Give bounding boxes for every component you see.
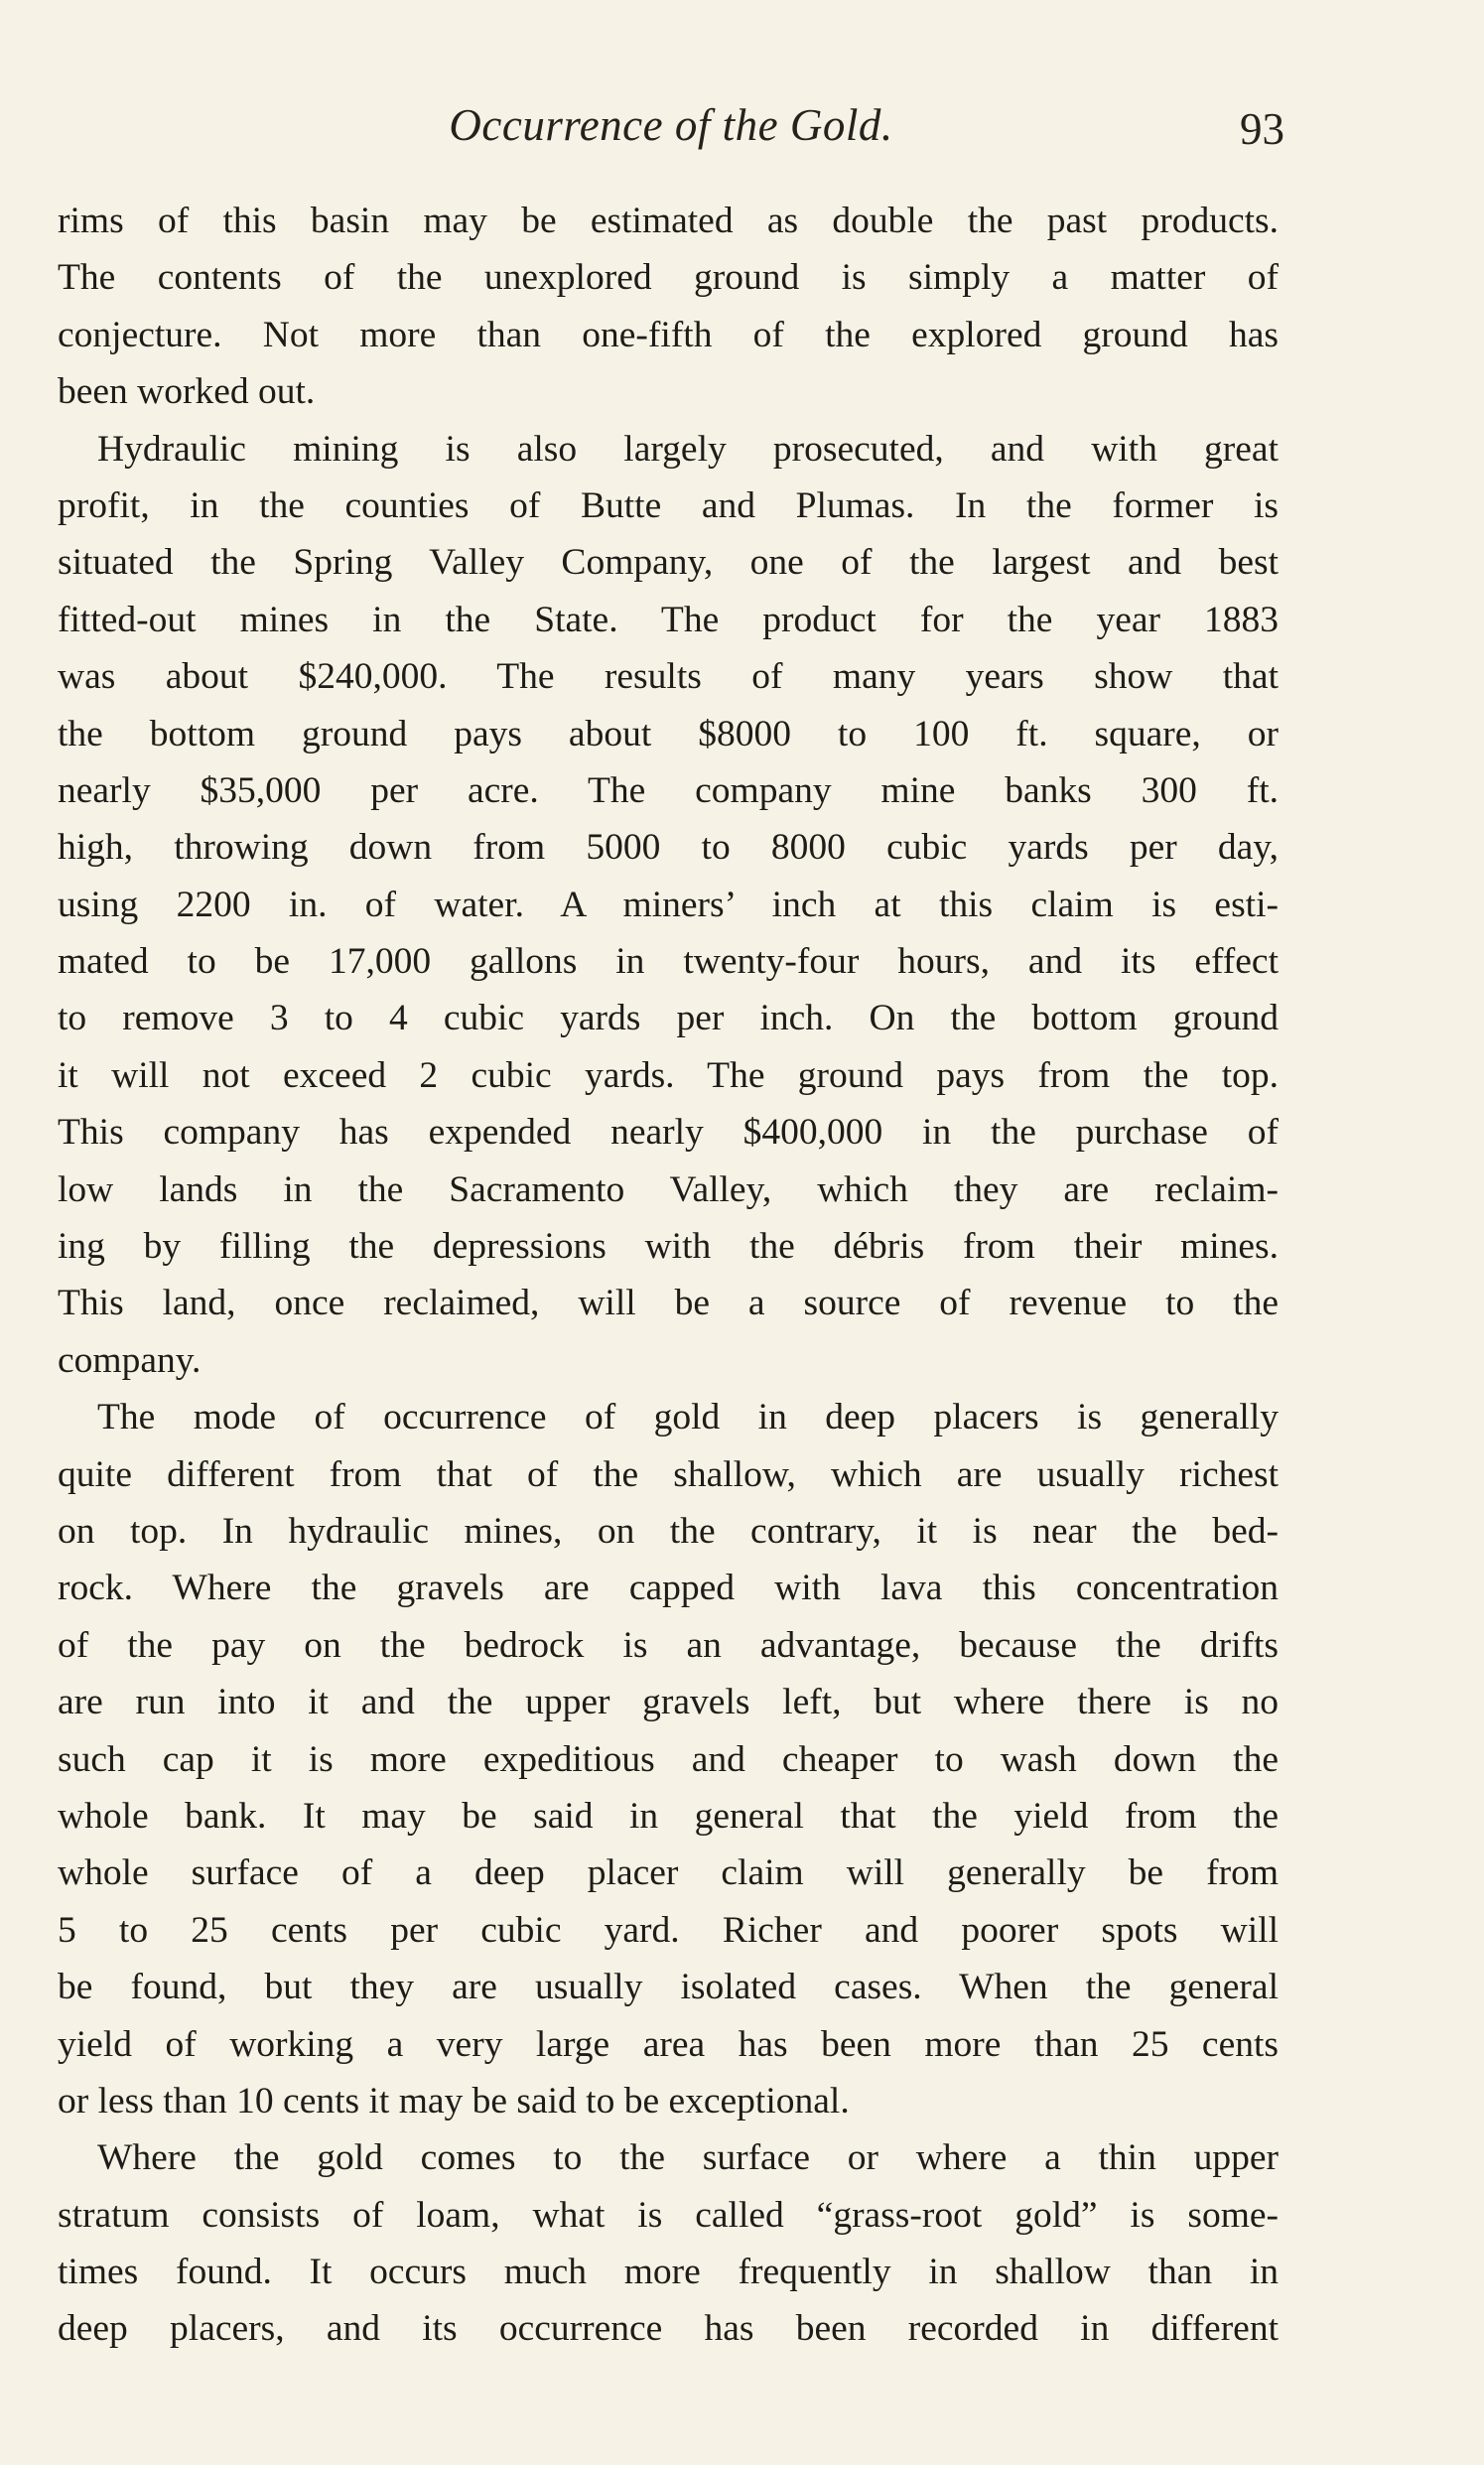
page-number: 93 xyxy=(1240,104,1284,154)
text-line: fitted-out mines in the State. The product for the year 1883 xyxy=(58,599,1279,640)
text-line: The mode of occurrence of gold in deep placers is generally xyxy=(97,1397,1279,1438)
body-text xyxy=(58,193,1279,2358)
text-line: whole bank. It may be said in general that the yield from the xyxy=(58,1795,1279,1837)
running-head xyxy=(58,95,1284,155)
text-line: low lands in the Sacramento Valley, which they are reclaim- xyxy=(58,1168,1279,1210)
text-line: 5 to 25 cents per cubic yard. Richer and poorer spots will xyxy=(58,1909,1279,1951)
text-line: are run into it and the upper gravels left, but where there is no xyxy=(58,1682,1279,1723)
running-title: Occurrence of the Gold. xyxy=(449,100,893,150)
text-line: using 2200 in. of water. A miners’ inch at this claim is esti- xyxy=(58,884,1279,925)
text-line: yield of working a very large area has been more than 25 cents xyxy=(58,2023,1279,2065)
text-line: be found, but they are usually isolated cases. When the general xyxy=(58,1967,1279,2008)
text-line: Hydraulic mining is also largely prosecuted, and with great xyxy=(97,428,1279,470)
text-line: high, throwing down from 5000 to 8000 cubic yards per day, xyxy=(58,827,1279,869)
text-line: been worked out. xyxy=(58,371,316,413)
text-line: conjecture. Not more than one-fifth of the explored ground has xyxy=(58,314,1279,355)
text-line: This land, once reclaimed, will be a source of revenue to the xyxy=(58,1283,1279,1324)
text-line: to remove 3 to 4 cubic yards per inch. On the bottom ground xyxy=(58,998,1279,1039)
text-line: of the pay on the bedrock is an advantage, because the drifts xyxy=(58,1624,1279,1666)
text-line: Where the gold comes to the surface or where a thin upper xyxy=(97,2137,1279,2179)
text-line: company. xyxy=(58,1339,202,1381)
text-line: times found. It occurs much more frequently in shallow than in xyxy=(58,2252,1279,2293)
text-line: such cap it is more expeditious and cheaper to wash down the xyxy=(58,1738,1279,1780)
text-line: deep placers, and its occurrence has been recorded in different xyxy=(58,2308,1279,2350)
text-line: ing by filling the depressions with the débris from their mines. xyxy=(58,1226,1279,1268)
text-line: This company has expended nearly $400,000 in the purchase of xyxy=(58,1112,1279,1154)
text-line: rims of this basin may be estimated as double the past products. xyxy=(58,201,1279,241)
text-line: on top. In hydraulic mines, on the contrary, it is near the bed- xyxy=(58,1510,1279,1552)
text-line: situated the Spring Valley Company, one of the largest and best xyxy=(58,542,1279,584)
text-line: was about $240,000. The results of many years show that xyxy=(58,656,1279,698)
text-line: the bottom ground pays about $8000 to 100 ft. square, or xyxy=(58,713,1279,754)
text-line: or less than 10 cents it may be said to be exceptional. xyxy=(58,2080,850,2122)
text-line: nearly $35,000 per acre. The company mine banks 300 ft. xyxy=(58,769,1279,811)
text-line: stratum consists of loam, what is called “grass-root gold” is some- xyxy=(58,2194,1279,2236)
text-line: whole surface of a deep placer claim will generally be from xyxy=(58,1852,1279,1894)
text-line: rock. Where the gravels are capped with lava this concentration xyxy=(58,1568,1279,1609)
text-line: profit, in the counties of Butte and Plumas. In the former is xyxy=(58,484,1279,526)
text-line: The contents of the unexplored ground is simply a matter of xyxy=(58,257,1279,299)
text-line: quite different from that of the shallow, which are usually richest xyxy=(58,1453,1279,1495)
text-line: it will not exceed 2 cubic yards. The ground pays from the top. xyxy=(58,1054,1279,1096)
text-line: mated to be 17,000 gallons in twenty-four hours, and its effect xyxy=(58,941,1279,983)
